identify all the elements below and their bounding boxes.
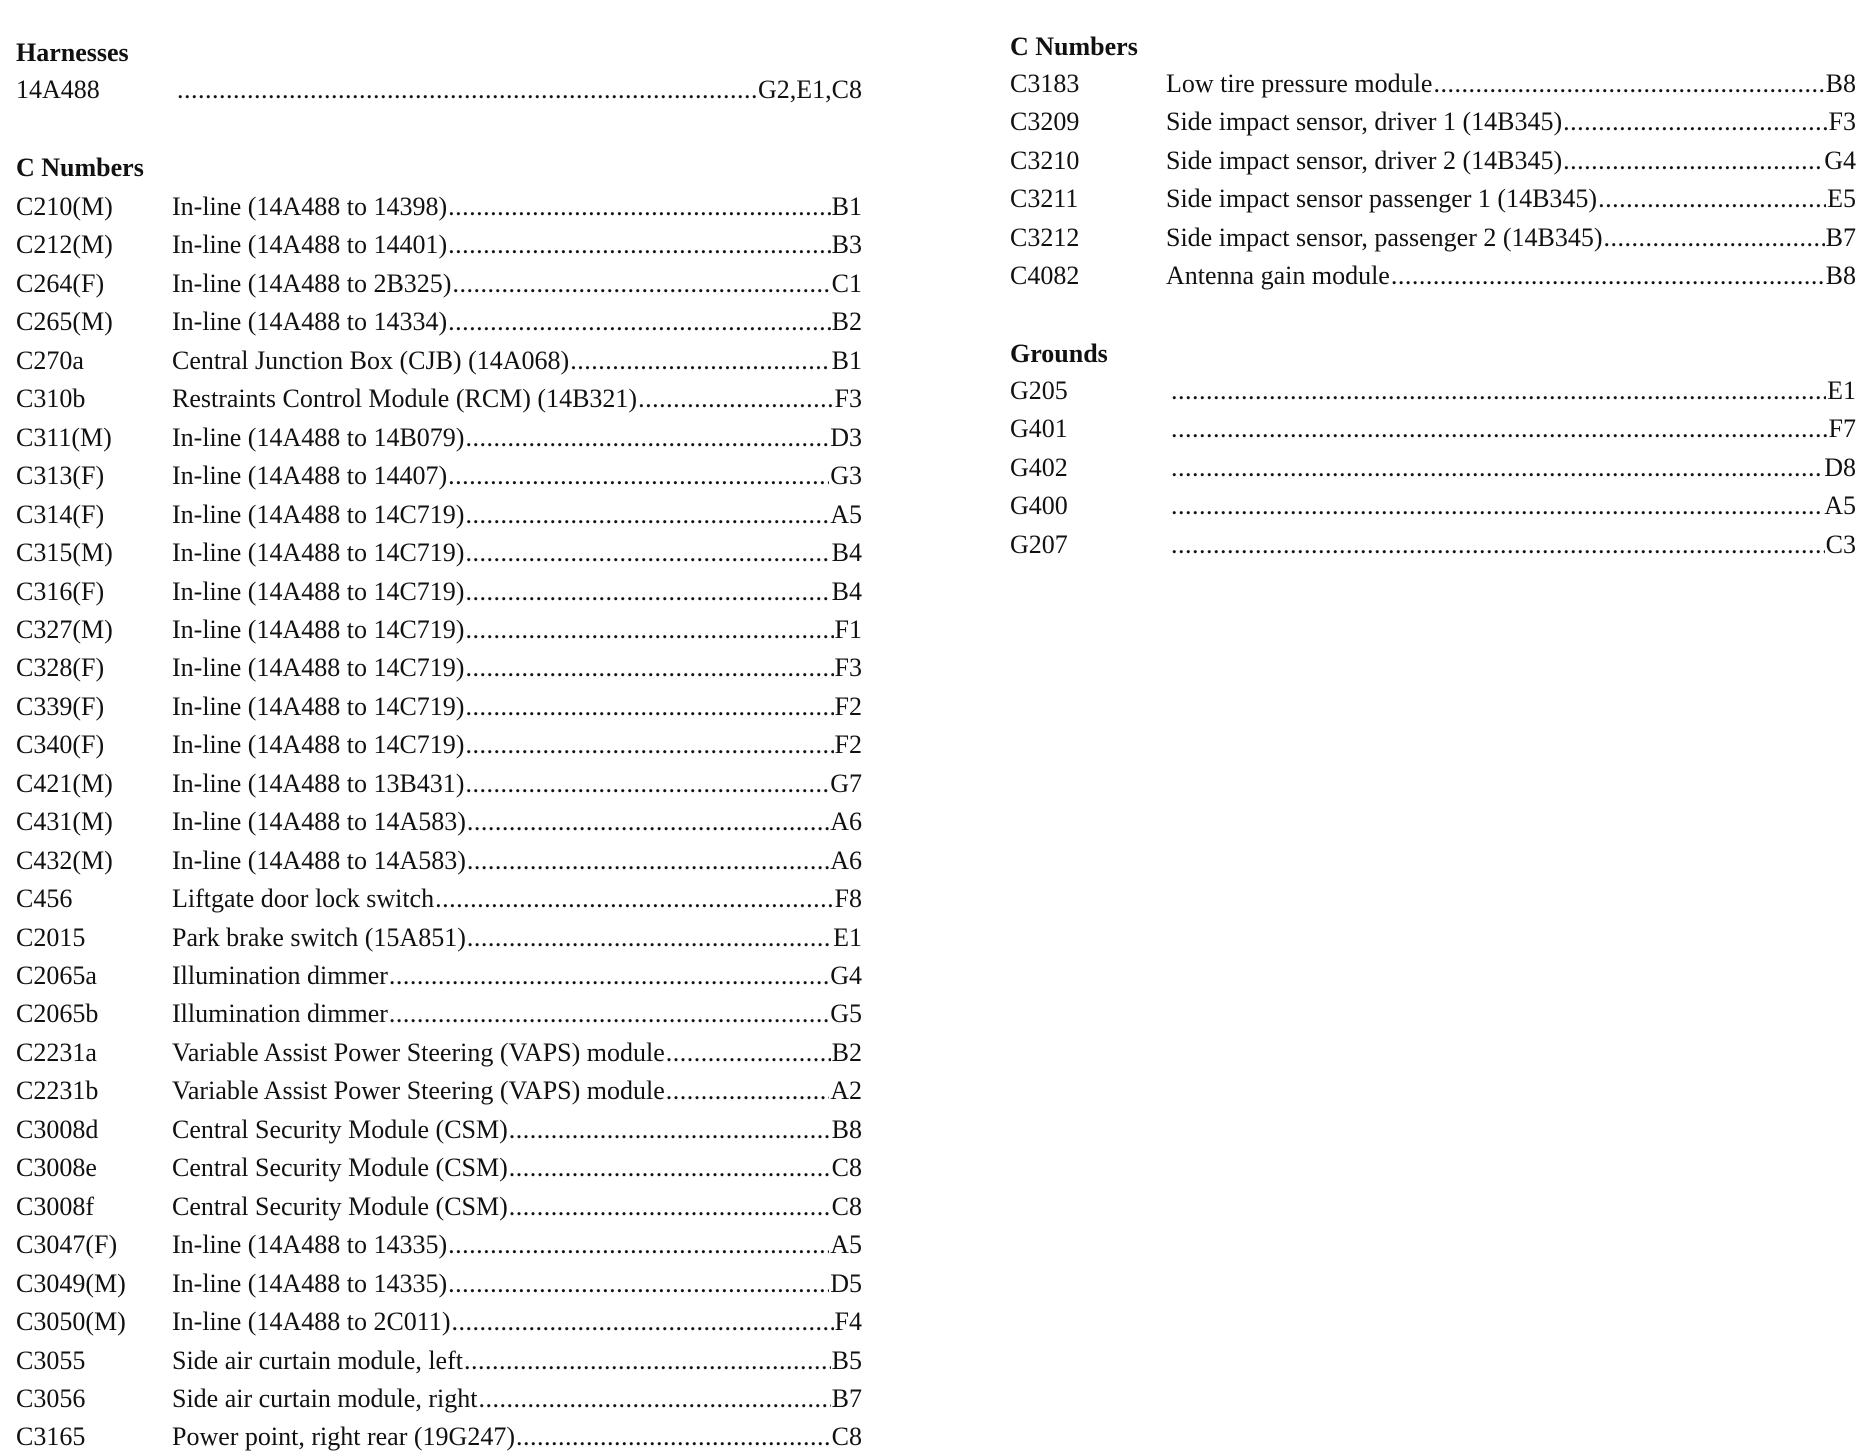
grid-location: F2 [834, 691, 862, 721]
item-description: In-line (14A488 to 14401) [172, 230, 448, 260]
leader-line [1170, 449, 1856, 487]
grid-location: C8 [831, 1422, 862, 1452]
grid-location: B8 [1825, 69, 1856, 98]
dot-leader [1433, 65, 1824, 103]
item-code: C2065a [16, 961, 97, 990]
grid-location: G4 [830, 961, 862, 990]
leader-line [172, 1418, 862, 1456]
list-item [16, 342, 862, 380]
grid-location: B2 [831, 1037, 862, 1067]
item-code: C311(M) [16, 422, 112, 452]
leader-line [172, 226, 862, 264]
list-item [16, 1111, 862, 1149]
item-code: C340(F) [16, 730, 105, 760]
list-item [16, 265, 862, 303]
item-description: In-line (14A488 to 14C719) [172, 614, 465, 644]
item-code: G401 [1010, 414, 1068, 444]
grid-location: B3 [831, 230, 862, 260]
item-description: Park brake switch (15A851) [172, 922, 466, 952]
leader-line [172, 726, 862, 764]
grid-location: B4 [831, 576, 862, 606]
item-description: In-line (14A488 to 13B431) [172, 768, 465, 798]
dot-leader [1391, 257, 1825, 295]
dot-leader [509, 1188, 831, 1226]
item-code: C4082 [1010, 261, 1080, 290]
dot-leader [1171, 410, 1828, 448]
item-code: C3165 [16, 1422, 86, 1452]
dot-leader [467, 842, 829, 880]
grid-location: B8 [1825, 261, 1856, 290]
grid-location: F8 [834, 884, 862, 914]
item-description: Liftgate door lock switch [172, 884, 435, 914]
grid-location: C8 [831, 1153, 862, 1183]
grid-location: G7 [830, 768, 862, 798]
grid-location: D5 [830, 1268, 862, 1298]
item-code: C270a [16, 345, 84, 375]
grid-location: G2,E1,C8 [758, 75, 862, 104]
grid-location: A5 [1824, 491, 1856, 521]
list-item [16, 1072, 862, 1110]
list-item [1010, 65, 1856, 103]
item-code: C313(F) [16, 461, 105, 491]
leader-line [172, 842, 862, 880]
item-description: Central Junction Box (CJB) (14A068) [172, 345, 570, 375]
grid-location: B1 [831, 192, 862, 221]
grid-location: E1 [833, 922, 862, 952]
dot-leader [1604, 219, 1825, 257]
dot-leader [666, 1072, 829, 1110]
item-description: Side air curtain module, right [172, 1383, 478, 1413]
leader-line [172, 534, 862, 572]
item-code: G205 [1010, 376, 1068, 405]
list-item [16, 188, 862, 226]
dot-leader [464, 1342, 831, 1380]
leader-line [172, 919, 862, 957]
item-code: C421(M) [16, 768, 113, 798]
item-code: C3210 [1010, 145, 1080, 175]
list-item [1010, 219, 1856, 257]
list-item [1010, 180, 1856, 218]
list-item [1010, 449, 1856, 487]
item-description: In-line (14A488 to 14335) [172, 1268, 448, 1298]
dot-leader [465, 649, 833, 687]
item-description: Side impact sensor, driver 1 (14B345) [1166, 107, 1563, 137]
leader-line [1170, 487, 1856, 525]
item-description: Side impact sensor passenger 1 (14B345) [1166, 184, 1598, 214]
dot-leader [435, 880, 833, 918]
item-description: In-line (14A488 to 14C719) [172, 499, 465, 529]
grid-location: E5 [1827, 184, 1856, 214]
list-item [16, 303, 862, 341]
grid-location: C3 [1825, 529, 1856, 559]
list-item [16, 919, 862, 957]
item-description: Variable Assist Power Steering (VAPS) module [172, 1076, 665, 1106]
item-description: In-line (14A488 to 14B079) [172, 422, 465, 452]
grid-location: A6 [830, 807, 862, 837]
list-item [1010, 257, 1856, 295]
item-description: In-line (14A488 to 14C719) [172, 730, 465, 760]
dot-leader [1171, 449, 1823, 487]
grid-location: C8 [831, 1191, 862, 1221]
list-item [1010, 526, 1856, 564]
grid-location: A2 [830, 1076, 862, 1106]
dot-leader [389, 995, 829, 1033]
item-code: C431(M) [16, 807, 113, 837]
leader-line [172, 419, 862, 457]
dot-leader [1598, 180, 1826, 218]
dot-leader [448, 226, 831, 264]
dot-leader [465, 573, 830, 611]
leader-line [172, 649, 862, 687]
leader-line [172, 880, 862, 918]
item-code: C3008d [16, 1114, 99, 1144]
dot-leader [448, 188, 831, 226]
list-item [1010, 142, 1856, 180]
list-item [16, 1303, 862, 1341]
dot-leader [638, 380, 833, 418]
list-item [16, 1418, 862, 1456]
item-code: C3008e [16, 1153, 97, 1183]
leader-line [172, 803, 862, 841]
item-description: In-line (14A488 to 14335) [172, 1230, 448, 1260]
list-item [16, 803, 862, 841]
leader-line [172, 1072, 862, 1110]
item-description: In-line (14A488 to 14A583) [172, 845, 466, 875]
item-code: C328(F) [16, 653, 105, 683]
leader-line [172, 1149, 862, 1187]
item-description: In-line (14A488 to 14C719) [172, 653, 465, 683]
dot-leader [467, 803, 829, 841]
grid-location: B8 [831, 1114, 862, 1144]
leader-line [172, 688, 862, 726]
item-description: In-line (14A488 to 14C719) [172, 576, 465, 606]
item-code: C315(M) [16, 538, 113, 568]
list-item [1010, 103, 1856, 141]
item-code: C3211 [1010, 184, 1079, 214]
leader-line [172, 342, 862, 380]
c-numbers-heading-left: C Numbers [16, 153, 144, 182]
list-item [1010, 372, 1856, 410]
item-code: C2015 [16, 922, 86, 952]
grid-location: B7 [831, 1383, 862, 1413]
leader-line [172, 957, 862, 995]
leader-line [172, 380, 862, 418]
dot-leader [1171, 372, 1826, 410]
grid-location: F2 [834, 730, 862, 760]
grid-location: B4 [831, 538, 862, 568]
list-item [16, 1265, 862, 1303]
dot-leader [452, 1303, 834, 1341]
item-description: In-line (14A488 to 2C011) [172, 1307, 451, 1337]
item-code: C3049(M) [16, 1268, 126, 1298]
item-code: C314(F) [16, 499, 105, 529]
leader-line [172, 1265, 862, 1303]
list-item [16, 1226, 862, 1264]
item-code: C2231a [16, 1037, 97, 1067]
grid-location: D8 [1824, 452, 1856, 482]
grid-location: C1 [831, 268, 862, 298]
leader-line [172, 765, 862, 803]
list-item [16, 534, 862, 572]
leader-line [1170, 526, 1856, 564]
dot-leader [666, 1034, 831, 1072]
grounds-heading: Grounds [1010, 339, 1108, 368]
leader-line [172, 265, 862, 303]
dot-leader [177, 71, 757, 109]
item-description: In-line (14A488 to 14334) [172, 307, 448, 337]
item-code: C265(M) [16, 307, 113, 337]
leader-line [172, 496, 862, 534]
list-item [16, 1342, 862, 1380]
dot-leader [448, 1265, 829, 1303]
list-item [1010, 487, 1856, 525]
leader-line [172, 995, 862, 1033]
list-item [16, 880, 862, 918]
leader-line [172, 303, 862, 341]
list-item [16, 957, 862, 995]
list-item [16, 765, 862, 803]
item-description: Side impact sensor, passenger 2 (14B345) [1166, 222, 1603, 252]
grid-location: B1 [831, 345, 862, 375]
item-code: G400 [1010, 491, 1068, 521]
list-item [16, 573, 862, 611]
leader-line [172, 1188, 862, 1226]
dot-leader [452, 265, 830, 303]
harness-row [16, 71, 862, 109]
item-description: Antenna gain module [1166, 261, 1390, 290]
dot-leader [1171, 487, 1823, 525]
list-item [16, 611, 862, 649]
leader-line [172, 1226, 862, 1264]
list-item [16, 1149, 862, 1187]
grid-location: F7 [1828, 414, 1856, 444]
dot-leader [448, 1226, 829, 1264]
dot-leader [1563, 103, 1827, 141]
leader-line [1166, 103, 1856, 141]
dot-leader [465, 688, 833, 726]
item-code: C3008f [16, 1191, 94, 1221]
dot-leader [448, 303, 831, 341]
grid-location: F3 [1828, 107, 1856, 137]
item-code: C2065b [16, 999, 99, 1029]
list-item [1010, 410, 1856, 448]
leader-line [172, 573, 862, 611]
leader-line [1166, 257, 1856, 295]
grid-location: A5 [830, 499, 862, 529]
harnesses-heading: Harnesses [16, 38, 129, 67]
list-item [16, 995, 862, 1033]
item-code: C310b [16, 384, 86, 414]
leader-line [1170, 410, 1856, 448]
leader-line [172, 611, 862, 649]
dot-leader [389, 957, 829, 995]
dot-leader [465, 496, 829, 534]
item-description: Illumination dimmer [172, 999, 388, 1029]
dot-leader [509, 1111, 831, 1149]
list-item [16, 842, 862, 880]
item-description: In-line (14A488 to 14A583) [172, 807, 466, 837]
leader-line [172, 457, 862, 495]
item-description: In-line (14A488 to 14398) [172, 192, 448, 221]
list-item [16, 419, 862, 457]
item-code: C2231b [16, 1076, 99, 1106]
dot-leader [465, 726, 833, 764]
item-description: Central Security Module (CSM) [172, 1153, 508, 1183]
item-code: G402 [1010, 452, 1068, 482]
grid-location: F3 [834, 653, 862, 683]
list-item [16, 226, 862, 264]
leader-line [176, 71, 862, 109]
dot-leader [509, 1149, 831, 1187]
list-item [16, 457, 862, 495]
item-code: C212(M) [16, 230, 113, 260]
c-numbers-heading-right: C Numbers [1010, 32, 1138, 61]
grid-location: G4 [1824, 145, 1856, 175]
item-code: C264(F) [16, 268, 105, 298]
dot-leader [465, 765, 829, 803]
leader-line [172, 1303, 862, 1341]
dot-leader [465, 611, 833, 649]
item-code: C456 [16, 884, 73, 914]
item-code: C3055 [16, 1345, 86, 1375]
item-description: Illumination dimmer [172, 961, 388, 990]
leader-line [1166, 180, 1856, 218]
item-description: Restraints Control Module (RCM) (14B321) [172, 384, 638, 414]
item-code: G207 [1010, 529, 1068, 559]
item-code: C3183 [1010, 69, 1080, 98]
list-item [16, 726, 862, 764]
item-description: Power point, right rear (19G247) [172, 1422, 515, 1452]
item-code: C316(F) [16, 576, 105, 606]
grid-location: E1 [1827, 376, 1856, 405]
dot-leader [465, 534, 830, 572]
list-item [16, 1188, 862, 1226]
item-description: Variable Assist Power Steering (VAPS) module [172, 1037, 665, 1067]
dot-leader [570, 342, 830, 380]
grid-location: F3 [834, 384, 862, 414]
list-item [16, 380, 862, 418]
leader-line [1166, 142, 1856, 180]
grid-location: D3 [830, 422, 862, 452]
harness-code: 14A488 [16, 75, 100, 104]
leader-line [172, 1111, 862, 1149]
leader-line [1166, 65, 1856, 103]
list-item [16, 688, 862, 726]
item-code: C3209 [1010, 107, 1080, 137]
item-code: C210(M) [16, 192, 113, 221]
item-description: In-line (14A488 to 2B325) [172, 268, 452, 298]
item-code: C3050(M) [16, 1307, 126, 1337]
item-description: Central Security Module (CSM) [172, 1191, 508, 1221]
grid-location: F1 [834, 614, 862, 644]
item-description: Low tire pressure module [1166, 69, 1433, 98]
item-code: C432(M) [16, 845, 113, 875]
leader-line [172, 1380, 862, 1418]
item-description: In-line (14A488 to 14407) [172, 461, 448, 491]
dot-leader [478, 1380, 830, 1418]
dot-leader [1171, 526, 1825, 564]
item-description: In-line (14A488 to 14C719) [172, 691, 465, 721]
item-code: C327(M) [16, 614, 113, 644]
dot-leader [467, 919, 832, 957]
leader-line [172, 1034, 862, 1072]
grid-location: F4 [834, 1307, 862, 1337]
grid-location: A6 [830, 845, 862, 875]
list-item [16, 1380, 862, 1418]
dot-leader [1563, 142, 1823, 180]
grid-location: A5 [830, 1230, 862, 1260]
grid-location: B5 [831, 1345, 862, 1375]
leader-line [172, 1342, 862, 1380]
grid-location: G5 [830, 999, 862, 1029]
item-code: C3047(F) [16, 1230, 118, 1260]
grid-location: G3 [830, 461, 862, 491]
leader-line [1166, 219, 1856, 257]
grid-location: B7 [1825, 222, 1856, 252]
list-item [16, 1034, 862, 1072]
item-code: C3056 [16, 1383, 86, 1413]
leader-line [172, 188, 862, 226]
item-description: Central Security Module (CSM) [172, 1114, 508, 1144]
list-item [16, 496, 862, 534]
grid-location: B2 [831, 307, 862, 337]
dot-leader [448, 457, 829, 495]
item-code: C339(F) [16, 691, 105, 721]
item-description: Side impact sensor, driver 2 (14B345) [1166, 145, 1563, 175]
item-code: C3212 [1010, 222, 1080, 252]
list-item [16, 649, 862, 687]
leader-line [1170, 372, 1856, 410]
item-description: Side air curtain module, left [172, 1345, 463, 1375]
dot-leader [516, 1418, 831, 1456]
item-description: In-line (14A488 to 14C719) [172, 538, 465, 568]
dot-leader [465, 419, 829, 457]
